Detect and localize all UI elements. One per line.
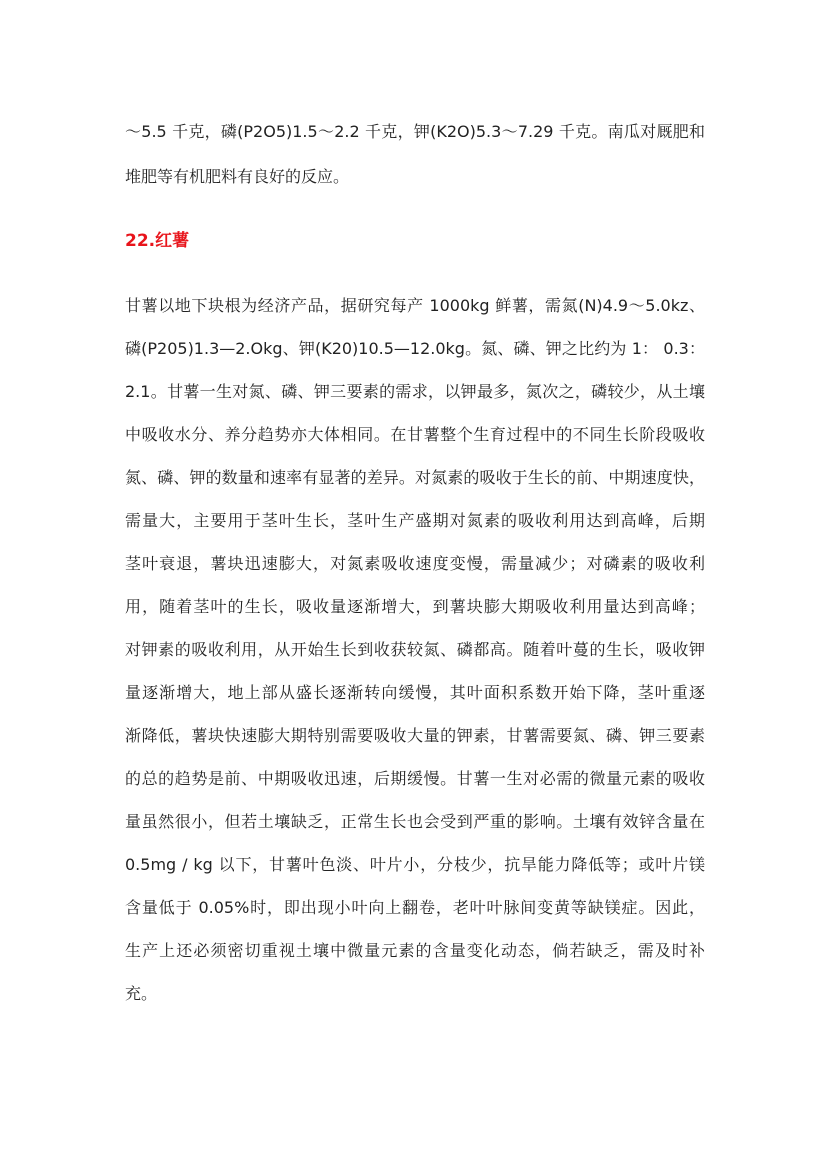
text-line: 需量大，主要用于茎叶生长，茎叶生产盛期对氮素的吸收利用达到高峰，后期 [125,511,705,530]
text-line: 0.5mg / kg 以下，甘薯叶色淡、叶片小，分枝少，抗旱能力降低等；或叶片镁 [125,855,705,874]
text-line: 含量低于 0.05%时，即出现小叶向上翻卷，老叶叶脉间变黄等缺镁症。因此， [125,898,705,917]
section-heading: 22.红薯 [125,231,190,251]
text-line: 2.1。甘薯一生对氮、磷、钾三要素的需求，以钾最多，氮次之，磷较少，从土壤 [125,382,705,401]
text-line: 磷(P205)1.3—2.Okg、钾(K20)10.5—12.0kg。氮、磷、钾之比约为 1： 0.3： [125,339,705,358]
text-line: 堆肥等有机肥料有良好的反应。 [125,167,350,186]
text-line: 渐降低，薯块快速膨大期特别需要吸收大量的钾素，甘薯需要氮、磷、钾三要素 [125,726,705,745]
text-line: 氮、磷、钾的数量和速率有显著的差异。对氮素的吸收于生长的前、中期速度快， [125,468,705,487]
text-line: 甘薯以地下块根为经济产品，据研究每产 1000kg 鲜薯，需氮(N)4.9～5.0kz、 [125,296,705,315]
text-line: 生产上还必须密切重视土壤中微量元素的含量变化动态，倘若缺乏，需及时补 [125,941,705,960]
text-line: 的总的趋势是前、中期吸收迅速，后期缓慢。甘薯一生对必需的微量元素的吸收 [125,769,705,788]
text-line: 量逐渐增大，地上部从盛长逐渐转向缓慢，其叶面积系数开始下降，茎叶重逐 [125,683,705,702]
text-line: ～5.5 千克，磷(P2O5)1.5～2.2 千克，钾(K2O)5.3～7.29 千克。南瓜对厩肥和 [125,122,705,141]
text-line: 对钾素的吸收利用，从开始生长到收获较氮、磷都高。随着叶蔓的生长，吸收钾 [125,640,705,659]
text-line: 茎叶衰退，薯块迅速膨大，对氮素吸收速度变慢，需量减少；对磷素的吸收利 [125,554,705,573]
text-line: 量虽然很小，但若土壤缺乏，正常生长也会受到严重的影响。土壤有效锌含量在 [125,812,705,831]
text-line: 充。 [125,984,158,1003]
text-line: 用，随着茎叶的生长，吸收量逐渐增大，到薯块膨大期吸收利用量达到高峰； [125,597,705,616]
text-line: 中吸收水分、养分趋势亦大体相同。在甘薯整个生育过程中的不同生长阶段吸收 [125,425,705,444]
